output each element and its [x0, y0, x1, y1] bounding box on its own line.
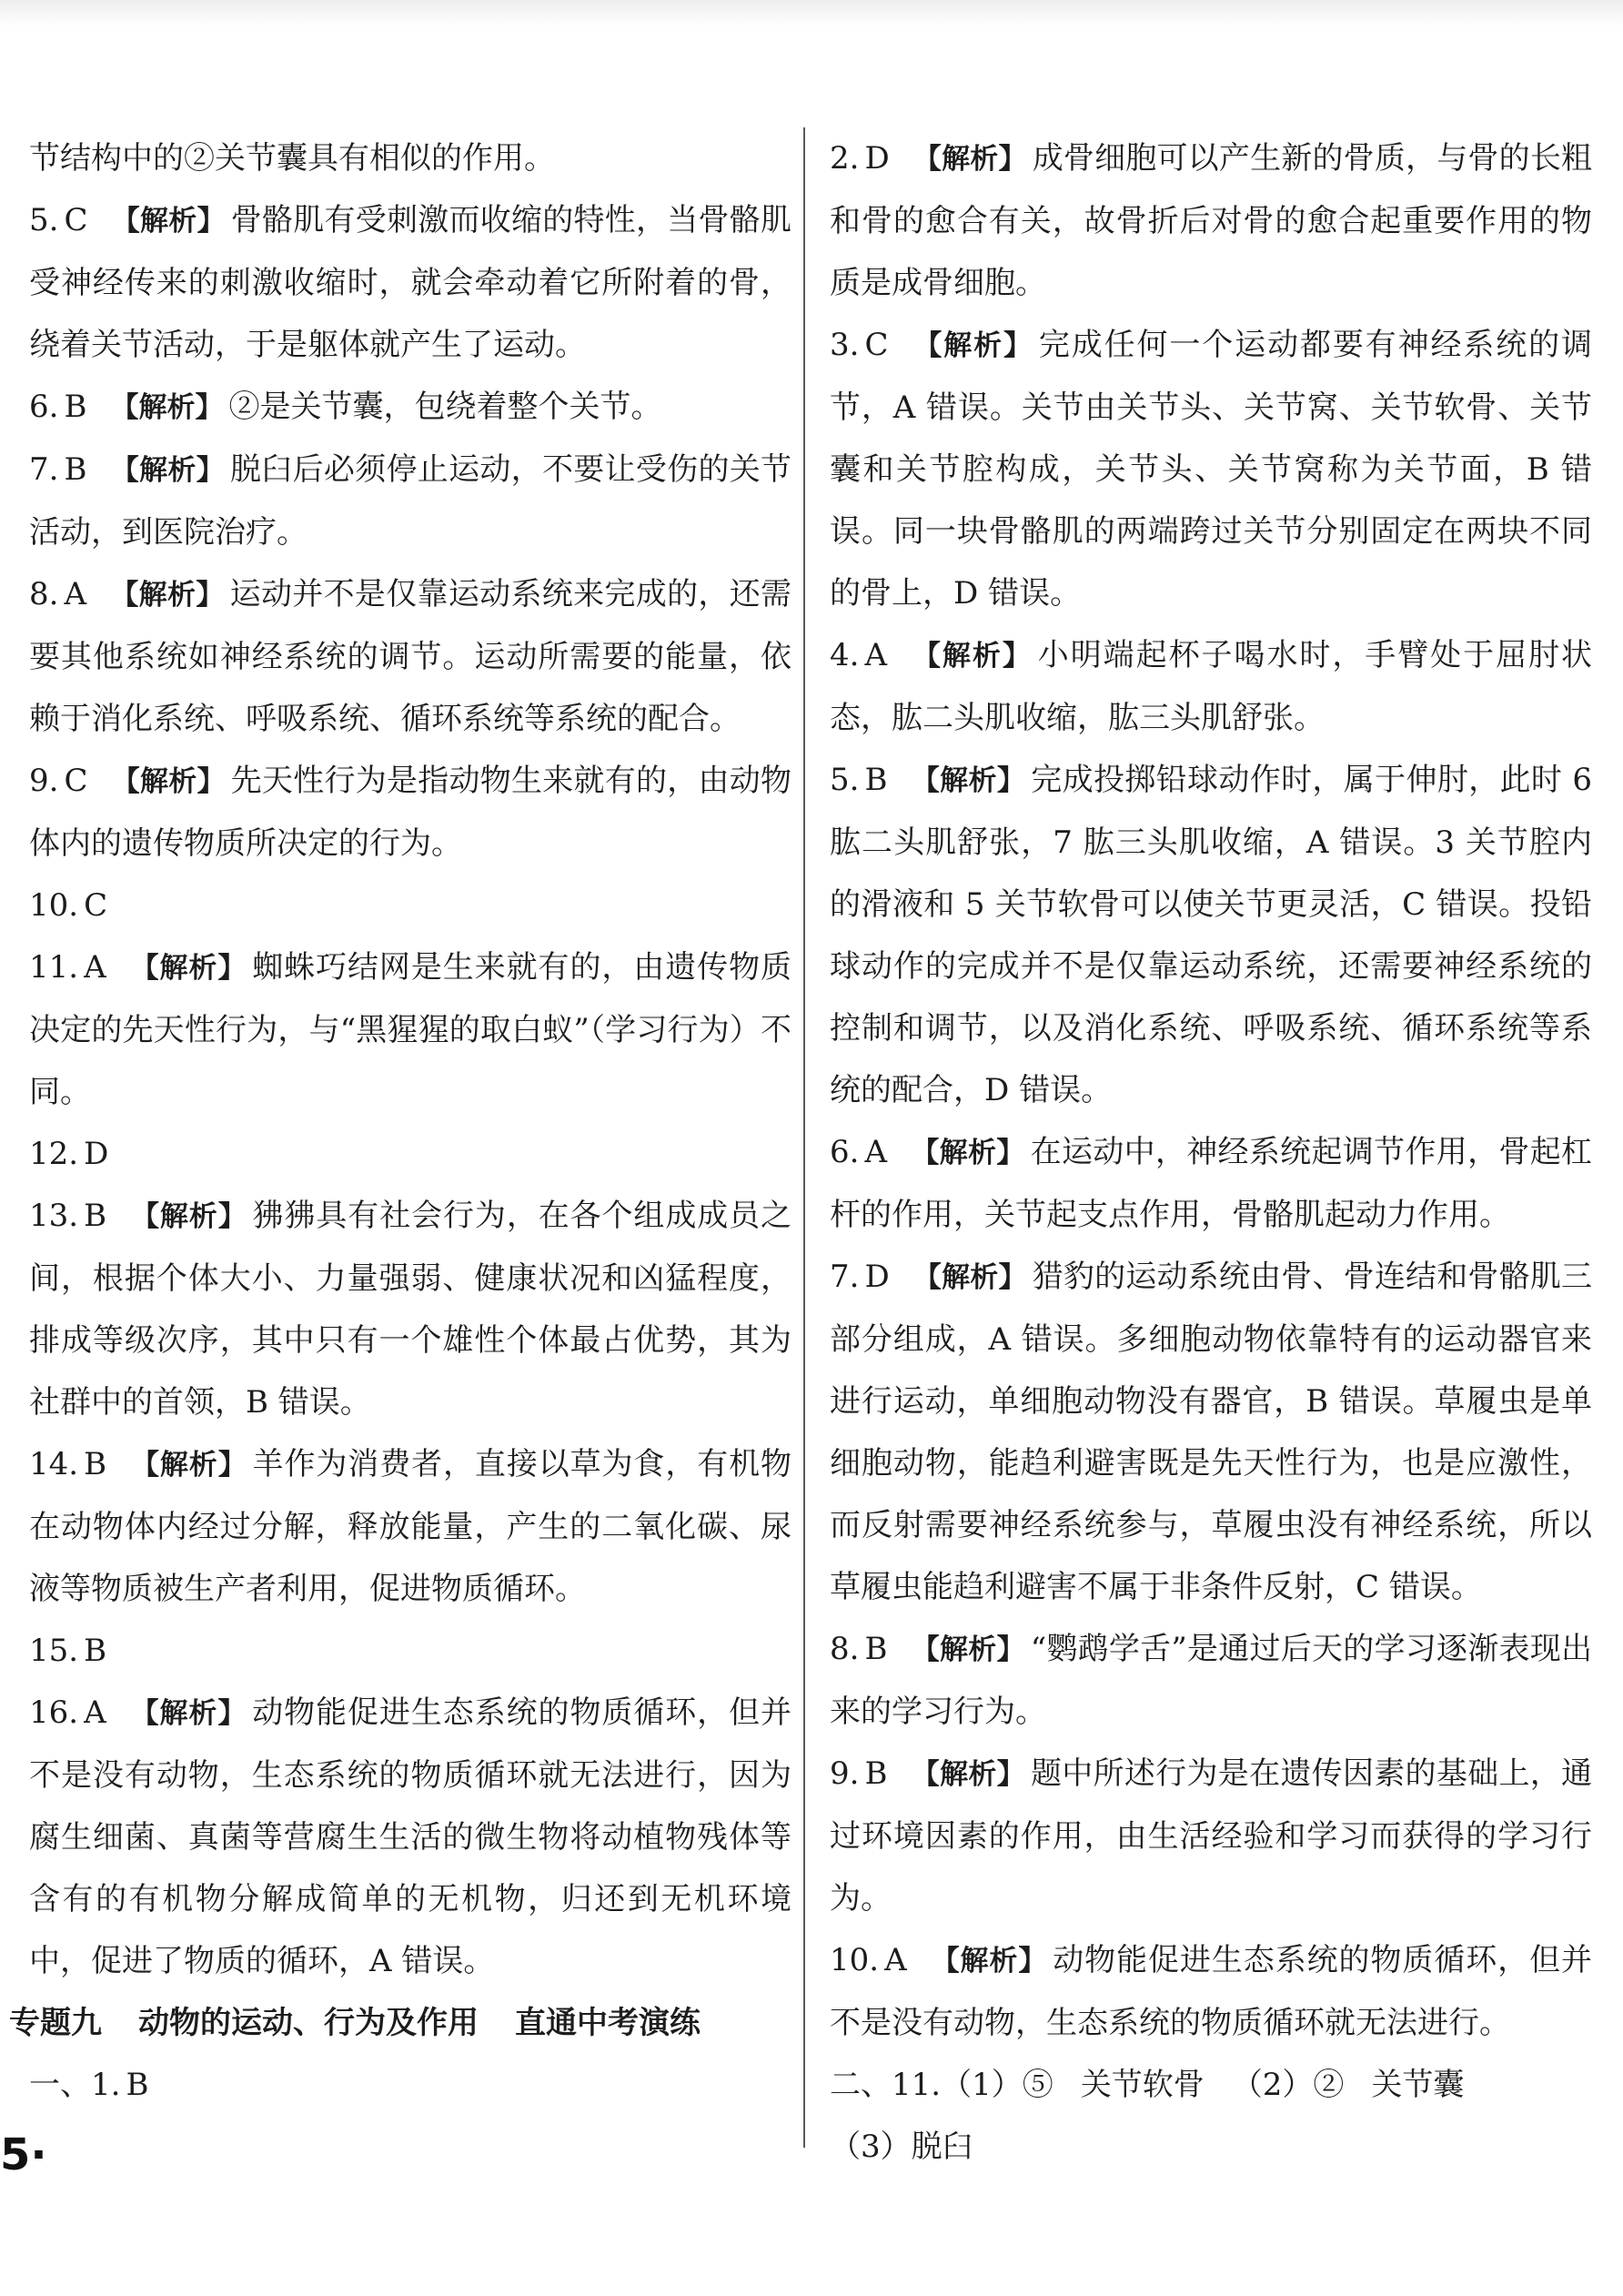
- sub-answer-2-label: （2）②: [1231, 2067, 1345, 2103]
- sub-answer-1-label: （1）⑤: [941, 2067, 1053, 2103]
- question-number: 5.: [830, 762, 860, 798]
- answer-letter: B: [64, 389, 87, 425]
- answer-item-8: [29, 563, 791, 750]
- question-number: 二、11.: [830, 2067, 942, 2103]
- answer-letter: A: [864, 637, 888, 673]
- analysis-text: 骨骼肌有受刺激而收缩的特性，当骨骼肌受神经传来的刺激收缩时，就会牵动着它所附着的骨，绕着关节活动，于是躯体就产生了运动。: [29, 202, 792, 363]
- answer-item-10: [29, 875, 791, 936]
- answer-letter: C: [864, 327, 889, 363]
- analysis-tag: 【 解析 】: [913, 1261, 1027, 1294]
- question-number: 4.: [830, 637, 860, 673]
- answer-item-14: [29, 1433, 791, 1620]
- answer-letter: A: [84, 1694, 106, 1731]
- answer-item-5-right: [830, 749, 1592, 1121]
- question-number: 3.: [830, 327, 860, 363]
- question-number: 9.: [29, 763, 59, 799]
- question-number: 11.: [29, 949, 79, 986]
- answer-item-6-right: [830, 1121, 1592, 1246]
- answer-item-6: [29, 376, 791, 439]
- analysis-text: 题中所述行为是在遗传因素的基础上，通过环境因素的作用，由生活经验和学习而获得的学习行为。: [830, 1755, 1593, 1917]
- analysis-tag: 【 解析 】: [130, 952, 247, 985]
- page-top-shade: [0, 0, 1623, 27]
- question-number: 9.: [830, 1755, 860, 1792]
- answer-letter: A: [84, 949, 106, 986]
- question-number: 5.: [29, 202, 59, 238]
- analysis-text: 狒狒具有社会行为，在各个组成成员之间，根据个体大小、力量强弱、健康状况和凶猛程度，排成等级次序，其中只有一个雄性个体最占优势，其为社群中的首领，B 错误。: [29, 1198, 792, 1421]
- section-title: [9, 1992, 791, 2054]
- analysis-text: 动物能促进生态系统的物质循环，但并不是没有动物，生态系统的物质循环就无法进行。: [830, 1942, 1592, 2041]
- answer-letter: B: [64, 451, 87, 488]
- answer-item-12: [29, 1123, 791, 1185]
- answer-letter: B: [84, 1446, 107, 1482]
- answer-letter: D: [84, 1136, 109, 1172]
- analysis-text: 小明端起杯子喝水时，手臂处于屈肘状态，肱二头肌收缩，肱三头肌舒张。: [830, 637, 1593, 736]
- analysis-tag: 【 解析 】: [111, 765, 225, 798]
- answer-item-7: [29, 439, 791, 563]
- analysis-tag: 【 解析 】: [130, 1449, 247, 1482]
- question-number: 6.: [830, 1134, 860, 1170]
- answer-letter: A: [64, 576, 87, 612]
- analysis-tag: 【 解析 】: [110, 579, 225, 612]
- question-number: 10.: [29, 887, 79, 924]
- question-number: 14.: [29, 1446, 79, 1482]
- section-topic: 动物的运动、行为及作用: [138, 2005, 479, 2041]
- left-column: [9, 127, 792, 2116]
- answer-item-8-right: [830, 1618, 1592, 1743]
- analysis-text: 动物能促进生态系统的物质循环，但并不是没有动物，生态系统的物质循环就无法进行，因为腐生细菌、真菌等营腐生生活的微生物将动植物残体等含有的有机物分解成简单的无机物，归还到无机环境中，促进了物质的循环，A 错误。: [29, 1694, 791, 1979]
- answer-item-3: [830, 314, 1592, 624]
- sub-answer-1-text: 关节软骨: [1080, 2067, 1205, 2103]
- analysis-text: 蜘蛛巧结网是生来就有的，由遗传物质决定的先天性行为，与“黑猩猩的取白蚁”（学习行为）不同。: [29, 949, 791, 1110]
- analysis-tag: 【 解析 】: [111, 205, 225, 238]
- answer-letter: D: [864, 1259, 890, 1295]
- analysis-tag: 【 解析 】: [110, 454, 225, 487]
- analysis-text: 完成任何一个运动都要有神经系统的调节，A 错误。关节由关节头、关节窝、关节软骨、关节囊和关节腔构成，关节头、关节窝称为关节面，B 错误。同一块骨骼肌的两端跨过关节分别固定在两块不同的骨上，D 错误。: [830, 327, 1593, 612]
- answer-item-5: [29, 189, 791, 376]
- analysis-tag: 【 解析 】: [911, 1633, 1024, 1666]
- sub-answer-3: （3）脱臼: [830, 2129, 973, 2165]
- section-answer-1: [29, 2054, 791, 2116]
- question-number: 6.: [29, 389, 59, 425]
- column-divider: [803, 127, 805, 2148]
- answer-item-10-right: [830, 1929, 1592, 2054]
- answer-letter: B: [126, 2067, 149, 2103]
- answer-letter: C: [84, 887, 108, 924]
- answer-letter: B: [864, 1631, 888, 1667]
- analysis-text: 完成投掷铅球动作时，属于伸肘，此时 6 肱二头肌舒张，7 肱三头肌收缩，A 错误。3 关节腔内的滑液和 5 关节软骨可以使关节更灵活，C 错误。投铅球动作的完成并不是仅靠运动系统，还需要神经系统的控制和调节，以及消化系统、呼吸系统、循环系统等系统的配合，D 错误。: [830, 762, 1593, 1108]
- answer-letter: A: [864, 1134, 888, 1170]
- answer-letter: B: [84, 1633, 107, 1669]
- question-number: 一、1.: [29, 2067, 121, 2103]
- answer-item-15: [29, 1620, 791, 1682]
- analysis-tag: 【 解析 】: [110, 391, 223, 424]
- analysis-text: 脱臼后必须停止运动，不要让受伤的关节活动，到医院治疗。: [29, 451, 792, 551]
- analysis-text: 羊作为消费者，直接以草为食，有机物在动物体内经过分解，释放能量，产生的二氧化碳、尿液等物质被生产者利用，促进物质循环。: [29, 1446, 792, 1607]
- analysis-text: “鹦鹉学舌”是通过后天的学习逐渐表现出来的学习行为。: [830, 1631, 1593, 1730]
- answer-item-9: [29, 750, 791, 875]
- question-number: 15.: [29, 1633, 79, 1669]
- answer-letter: A: [884, 1942, 907, 1978]
- analysis-tag: 【 解析 】: [931, 1945, 1048, 1977]
- analysis-text: 猎豹的运动系统由骨、骨连结和骨骼肌三部分组成，A 错误。多细胞动物依靠特有的运动器官来进行运动，单细胞动物没有器官，B 错误。草履虫是单细胞动物，能趋利避害既是先天性行为，也是应激性，而反射需要神经系统参与，草履虫没有神经系统，所以草履虫能趋利避害不属于非条件反射，C 错误。: [830, 1259, 1593, 1605]
- fill-in-answer-11: [830, 2054, 1592, 2116]
- answer-letter: D: [864, 140, 890, 177]
- sub-answer-2-text: 关节囊: [1371, 2067, 1465, 2103]
- analysis-tag: 【 解析 】: [912, 329, 1033, 362]
- answer-item-9-right: [830, 1743, 1592, 1929]
- answer-letter: B: [864, 762, 888, 798]
- answer-item-11: [29, 936, 791, 1123]
- question-number: 13.: [29, 1198, 79, 1234]
- fill-in-answer-11-part-3: [830, 2116, 1592, 2178]
- analysis-tag: 【 解析 】: [130, 1697, 247, 1730]
- question-number: 16.: [29, 1694, 79, 1731]
- answer-item-7-right: [830, 1246, 1592, 1618]
- analysis-tag: 【 解析 】: [911, 640, 1033, 673]
- analysis-text: ②是关节囊，包绕着整个关节。: [228, 389, 662, 425]
- analysis-tag: 【 解析 】: [911, 1758, 1025, 1791]
- continued-paragraph: 节结构中的②关节囊具有相似的作用。: [29, 140, 555, 177]
- question-number: 8.: [29, 576, 59, 612]
- answer-item-4: [830, 624, 1592, 749]
- question-number: 2.: [830, 140, 860, 177]
- analysis-tag: 【 解析 】: [130, 1200, 247, 1233]
- analysis-text: 运动并不是仅靠运动系统来完成的，还需要其他系统如神经系统的调节。运动所需要的能量，依赖于消化系统、呼吸系统、循环系统等系统的配合。: [29, 576, 792, 737]
- analysis-tag: 【 解析 】: [911, 1137, 1025, 1169]
- analysis-tag: 【 解析 】: [913, 143, 1027, 176]
- section-subtitle: 直通中考演练: [515, 2005, 701, 2041]
- answer-letter: C: [64, 763, 88, 799]
- section-label: 专题九: [9, 2005, 102, 2041]
- answer-item-13: [29, 1185, 791, 1433]
- answer-letter: C: [64, 202, 88, 238]
- answer-letter: B: [864, 1755, 888, 1792]
- answer-letter: B: [84, 1198, 107, 1234]
- analysis-text: 先天性行为是指动物生来就有的，由动物体内的遗传物质所决定的行为。: [29, 763, 792, 862]
- analysis-text: 在运动中，神经系统起调节作用，骨起杠杆的作用，关节起支点作用，骨骼肌起动力作用。: [830, 1134, 1593, 1233]
- answer-item-2: [830, 127, 1592, 314]
- question-number: 10.: [830, 1942, 880, 1978]
- analysis-text: 成骨细胞可以产生新的骨质，与骨的长粗和骨的愈合有关，故骨折后对骨的愈合起重要作用的物质是成骨细胞。: [830, 140, 1593, 301]
- analysis-tag: 【 解析 】: [911, 764, 1025, 797]
- question-number: 8.: [830, 1631, 860, 1667]
- question-number: 7.: [29, 451, 59, 488]
- page-number: 5 ·: [0, 2128, 47, 2182]
- question-number: 7.: [830, 1259, 860, 1295]
- right-column: [830, 127, 1592, 2178]
- answer-item-16: [29, 1682, 791, 1992]
- question-number: 12.: [29, 1136, 79, 1172]
